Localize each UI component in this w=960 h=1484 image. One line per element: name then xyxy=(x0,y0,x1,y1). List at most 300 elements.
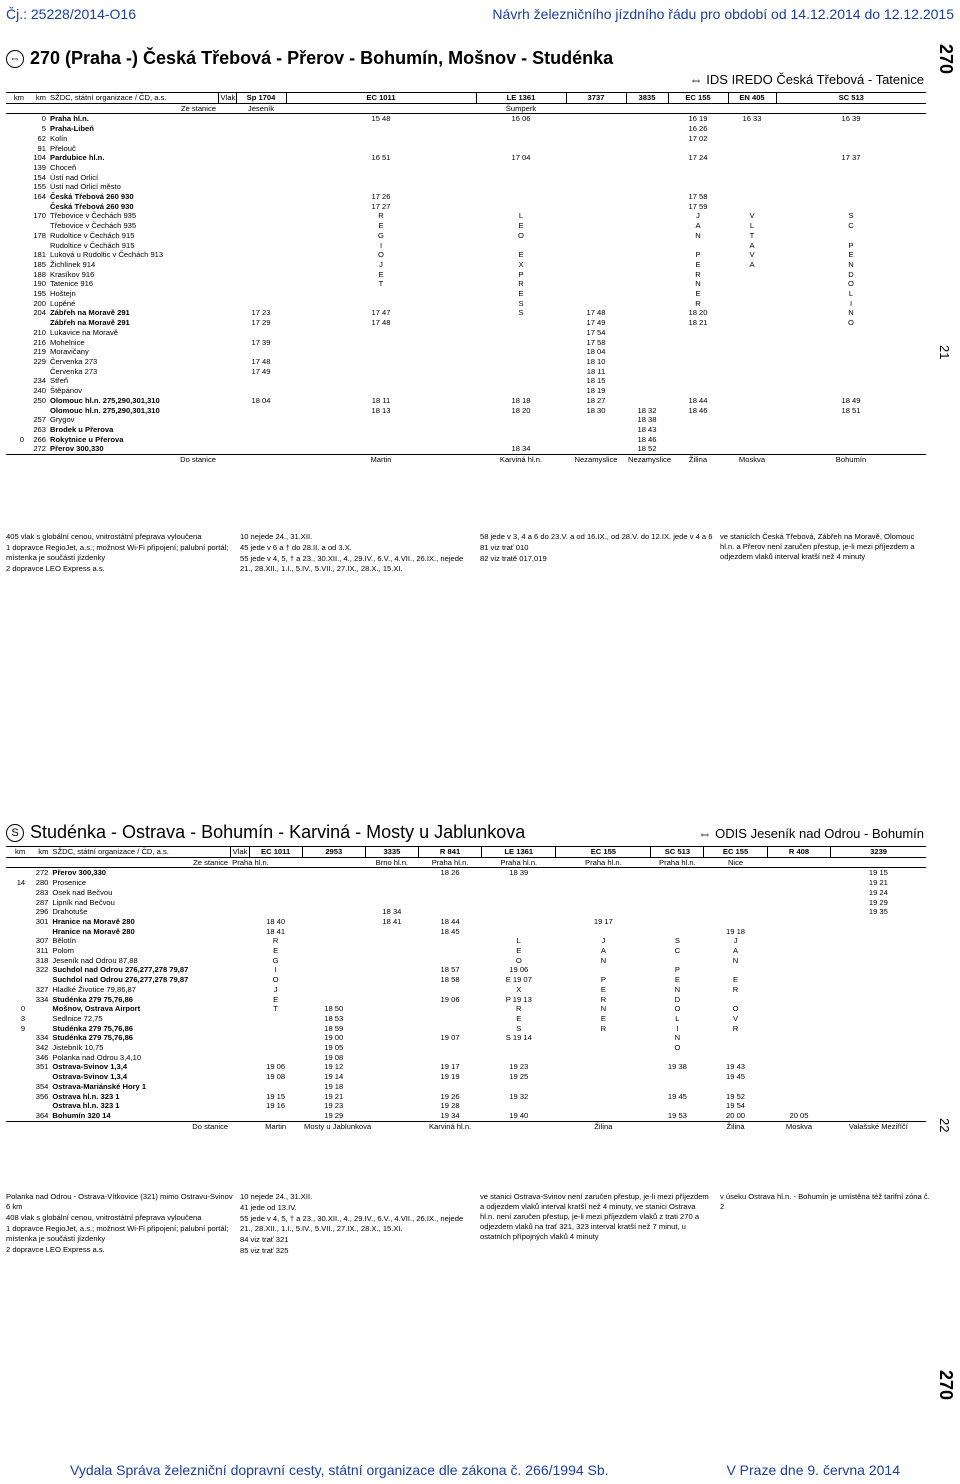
time-cell xyxy=(218,435,236,445)
time-cell xyxy=(236,124,286,134)
km-value: 5 xyxy=(41,124,46,134)
km-value xyxy=(6,182,26,192)
section2-notes-4 xyxy=(720,1192,930,1213)
time-cell xyxy=(556,1033,651,1043)
time-cell: 18 41 xyxy=(382,916,402,926)
time-cell xyxy=(236,435,286,445)
time-cell xyxy=(230,1033,249,1043)
time-cell xyxy=(626,114,668,124)
time-cell: 16 26 xyxy=(688,124,708,134)
time-cell xyxy=(218,444,236,454)
time-cell: 17 48 xyxy=(586,308,606,318)
time-cell xyxy=(776,231,926,241)
km-value: 318 xyxy=(35,955,49,965)
time-cell xyxy=(728,134,776,144)
column-header: km xyxy=(6,93,26,104)
km-value: 234 xyxy=(33,376,46,386)
time-cell xyxy=(626,376,668,386)
km-value xyxy=(6,936,27,946)
time-cell: 17 23 xyxy=(251,308,271,318)
time-cell xyxy=(218,318,236,328)
time-cell xyxy=(728,163,776,173)
column-header: EC 1011 xyxy=(249,847,302,858)
footnote: Polanka nad Odrou - Ostrava-Vítkovice (321) mimo Ostravu-Svinov 6 km xyxy=(6,1192,233,1211)
timetable-row xyxy=(6,425,926,435)
time-cell xyxy=(218,289,236,299)
time-cell xyxy=(704,898,767,908)
time-cell xyxy=(728,299,776,309)
time-cell xyxy=(566,221,626,231)
timetable-row xyxy=(6,975,926,985)
time-cell: 19 21 xyxy=(868,878,888,888)
time-cell xyxy=(249,1014,302,1024)
time-cell xyxy=(831,965,926,975)
spacer-cell xyxy=(6,455,26,465)
time-cell: 18 58 xyxy=(440,975,460,985)
time-cell xyxy=(236,153,286,163)
time-cell: E xyxy=(518,250,524,260)
km-value: 229 xyxy=(33,356,46,366)
time-cell: J xyxy=(379,259,383,269)
km-value: 311 xyxy=(36,946,49,956)
time-cell xyxy=(831,917,926,927)
time-cell xyxy=(668,435,728,445)
time-cell xyxy=(476,241,566,251)
timetable-row xyxy=(6,1033,926,1043)
time-cell xyxy=(767,1092,830,1102)
time-cell xyxy=(236,406,286,416)
time-cell xyxy=(236,347,286,357)
time-cell xyxy=(476,435,566,445)
km-value xyxy=(6,444,26,454)
time-cell: E xyxy=(273,946,279,956)
time-cell xyxy=(767,995,830,1005)
section1-notes-3 xyxy=(480,532,716,565)
timetable-row xyxy=(6,1043,926,1053)
time-cell xyxy=(365,995,418,1005)
timetable-row xyxy=(6,946,926,956)
timetable-row xyxy=(6,347,926,357)
time-cell: 19 35 xyxy=(868,907,888,917)
station-name: Brodek u Přerova xyxy=(50,424,114,434)
station-name: Třebovice v Čechách 935 xyxy=(50,211,137,221)
time-cell xyxy=(482,1082,556,1092)
time-cell: 19 12 xyxy=(324,1062,344,1072)
timetable-row xyxy=(6,163,926,173)
time-cell xyxy=(230,975,249,985)
time-cell xyxy=(776,328,926,338)
time-cell xyxy=(230,946,249,956)
time-cell xyxy=(476,182,566,192)
time-cell xyxy=(831,1101,926,1111)
time-cell xyxy=(482,878,556,888)
time-cell xyxy=(651,1072,704,1082)
column-header: km xyxy=(26,93,48,104)
time-cell xyxy=(218,192,236,202)
time-cell xyxy=(286,173,476,183)
km-value xyxy=(6,211,26,221)
time-cell xyxy=(831,946,926,956)
station-name: Praha hl.n. xyxy=(48,114,218,124)
time-cell xyxy=(236,425,286,435)
time-cell xyxy=(767,1043,830,1053)
time-cell: E xyxy=(518,221,524,231)
time-cell xyxy=(626,182,668,192)
time-cell xyxy=(556,1053,651,1063)
time-cell xyxy=(218,173,236,183)
time-cell xyxy=(418,946,481,956)
km-value: 240 xyxy=(33,386,46,396)
time-cell xyxy=(236,211,286,221)
time-cell xyxy=(651,878,704,888)
time-cell xyxy=(728,192,776,202)
time-cell: I xyxy=(274,965,277,975)
time-cell: 18 30 xyxy=(586,405,606,415)
time-cell xyxy=(365,927,418,937)
time-cell: O xyxy=(674,1004,681,1014)
time-cell xyxy=(286,144,476,154)
time-cell: A xyxy=(600,946,606,956)
timetable-row xyxy=(6,202,926,212)
timetable-row xyxy=(6,308,926,318)
time-cell: S xyxy=(518,308,524,318)
km-value xyxy=(6,357,26,367)
time-cell xyxy=(236,202,286,212)
time-cell: 20 00 xyxy=(726,1110,746,1120)
time-cell: 18 20 xyxy=(688,308,708,318)
time-cell xyxy=(831,927,926,937)
time-cell xyxy=(566,270,626,280)
time-cell: 18 21 xyxy=(688,318,708,328)
time-cell xyxy=(566,182,626,192)
time-cell xyxy=(776,357,926,367)
origin-station xyxy=(626,103,668,114)
time-cell xyxy=(249,868,302,878)
section1-ids: ⇔ IDS IREDO Česká Třebová - Tatenice xyxy=(689,72,924,87)
spacer-cell xyxy=(6,1121,27,1131)
time-cell xyxy=(728,173,776,183)
km-value xyxy=(6,898,27,908)
origin-station: Jeseník xyxy=(247,103,275,113)
time-cell: R xyxy=(732,984,739,994)
timetable-row xyxy=(6,250,926,260)
time-cell xyxy=(302,888,365,898)
time-cell: L xyxy=(516,936,521,946)
time-cell xyxy=(704,907,767,917)
time-cell xyxy=(365,1053,418,1063)
time-cell xyxy=(626,144,668,154)
timetable-row xyxy=(6,907,926,917)
destination-station: Martin xyxy=(286,455,476,465)
footnote: 55 jede v 4, 5, † a 23., 30.XII., 4., 29.IV., 6.V., 4.VII., 26.IX., nejede 21., 28.XII., 1.I., 5.IV., 5.VII., 27.IX., 28.X., 15.XI. xyxy=(240,1214,464,1233)
time-cell xyxy=(767,1024,830,1034)
km-value xyxy=(6,299,26,309)
time-cell xyxy=(249,1024,302,1034)
time-cell: 19 15 xyxy=(831,868,926,878)
time-cell xyxy=(556,1082,651,1092)
time-cell xyxy=(418,1014,481,1024)
time-cell: A xyxy=(749,259,755,269)
time-cell: 19 21 xyxy=(324,1091,344,1101)
time-cell xyxy=(626,202,668,212)
time-cell: 18 11 xyxy=(371,395,391,405)
time-cell xyxy=(236,114,286,124)
time-cell xyxy=(365,1111,418,1121)
time-cell: 17 26 xyxy=(371,192,391,202)
column-header: EC 1011 xyxy=(286,93,476,104)
time-cell xyxy=(218,425,236,435)
time-cell xyxy=(218,231,236,241)
km-value: 327 xyxy=(35,984,49,994)
destination-station: Nezamyslice xyxy=(566,455,626,465)
time-cell: 19 19 xyxy=(440,1072,460,1082)
destination-station: Mosty u Jablunkova xyxy=(304,1121,372,1131)
time-cell: 17 02 xyxy=(688,133,708,143)
destination-station: Martin xyxy=(249,1121,302,1131)
time-cell xyxy=(776,415,926,425)
time-cell: 17 29 xyxy=(251,318,271,328)
station-name: Hoštejn xyxy=(50,289,76,299)
time-cell xyxy=(286,338,476,348)
time-cell xyxy=(704,888,767,898)
time-cell: 19 14 xyxy=(324,1072,344,1082)
time-cell xyxy=(286,386,476,396)
time-cell: 16 51 xyxy=(371,153,391,163)
station-name: Jistebník 10,75 xyxy=(52,1043,104,1053)
km-value xyxy=(6,308,26,318)
time-cell xyxy=(626,124,668,134)
time-cell xyxy=(668,338,728,348)
time-cell xyxy=(651,956,704,966)
timetable-row xyxy=(6,878,926,888)
km-value xyxy=(6,270,26,280)
time-cell xyxy=(236,134,286,144)
km-value xyxy=(6,1101,27,1111)
spacer-cell xyxy=(27,1121,50,1131)
time-cell xyxy=(556,868,651,878)
station-name: Luková u Rudoltic v Čechách 913 xyxy=(50,250,164,260)
timetable-row xyxy=(6,114,926,124)
time-cell xyxy=(767,1082,830,1092)
time-cell xyxy=(626,231,668,241)
time-cell xyxy=(831,1062,926,1072)
time-cell xyxy=(776,134,926,144)
timetable-row xyxy=(6,289,926,299)
timetable-row xyxy=(6,406,926,416)
time-cell: R xyxy=(516,1004,522,1014)
time-cell xyxy=(831,1004,926,1014)
km-value xyxy=(6,241,26,251)
km-value xyxy=(26,202,48,212)
timetable-row xyxy=(6,1111,926,1121)
time-cell: 19 25 xyxy=(509,1072,529,1082)
time-cell xyxy=(302,985,365,995)
km-value: 14 xyxy=(16,878,26,888)
time-cell xyxy=(286,347,476,357)
time-cell xyxy=(286,357,476,367)
station-name: Ostrava hl.n. 323 1 xyxy=(52,1101,120,1111)
time-cell xyxy=(728,124,776,134)
time-cell xyxy=(566,241,626,251)
time-cell xyxy=(230,888,249,898)
footnote: 45 jede v 6 a † do 28.II. a od 3.X. xyxy=(240,543,352,552)
time-cell xyxy=(566,425,626,435)
timetable-row xyxy=(6,995,926,1005)
timetable-row xyxy=(6,357,926,367)
time-cell xyxy=(418,1043,481,1053)
time-cell xyxy=(218,144,236,154)
station-name: Mohelnice xyxy=(50,337,85,347)
time-cell xyxy=(482,888,556,898)
footnote: 405 vlak s globální cenou, vnitrostátní přeprava vyloučena xyxy=(6,532,202,541)
timetable-row xyxy=(6,144,926,154)
km-value xyxy=(6,347,26,357)
km-value: 346 xyxy=(35,1052,49,1062)
time-cell: G xyxy=(378,230,384,240)
document-ref: Čj.: 25228/2014-O16 xyxy=(6,6,136,22)
time-cell: R xyxy=(732,1023,739,1033)
timetable-row xyxy=(6,134,926,144)
time-cell xyxy=(302,946,365,956)
origin-station xyxy=(286,103,476,114)
time-cell xyxy=(418,1004,481,1014)
km-value: 250 xyxy=(33,395,46,405)
time-cell xyxy=(230,898,249,908)
station-name: Přerov 300,330 xyxy=(50,444,104,454)
time-cell xyxy=(302,927,365,937)
station-name: Hranice na Moravě 280 xyxy=(52,916,135,926)
time-cell: 19 00 xyxy=(324,1033,344,1043)
time-cell xyxy=(230,995,249,1005)
time-cell xyxy=(767,1062,830,1072)
km-value xyxy=(6,328,26,338)
time-cell xyxy=(566,211,626,221)
time-cell xyxy=(236,444,286,454)
station-name: Ústí nad Orlicí xyxy=(50,172,99,182)
timetable-row xyxy=(6,260,926,270)
station-name: Štěpánov xyxy=(50,386,83,396)
time-cell: D xyxy=(674,994,681,1004)
km-value: 164 xyxy=(33,192,46,202)
footnote: 408 vlak s globální cenou, vnitrostátní přeprava vyloučena xyxy=(6,1213,202,1222)
time-cell xyxy=(831,975,926,985)
time-cell xyxy=(482,927,556,937)
time-cell: L xyxy=(675,1013,680,1023)
footnote: 85 viz trať 325 xyxy=(240,1246,289,1255)
time-cell: L xyxy=(848,289,854,299)
time-cell: 20 05 xyxy=(789,1110,809,1120)
time-cell: L xyxy=(749,221,755,231)
time-cell xyxy=(566,299,626,309)
time-cell xyxy=(249,1033,302,1043)
time-cell xyxy=(776,182,926,192)
time-cell: 18 34 xyxy=(382,907,402,917)
time-cell: 18 51 xyxy=(841,405,861,415)
time-cell: 18 04 xyxy=(586,347,606,357)
time-cell xyxy=(668,182,728,192)
section2-title xyxy=(6,822,525,843)
time-cell: 19 07 xyxy=(440,1033,460,1043)
time-cell: N xyxy=(848,259,854,269)
time-cell xyxy=(767,985,830,995)
timetable-row xyxy=(6,1062,926,1072)
time-cell xyxy=(776,124,926,134)
time-cell xyxy=(418,985,481,995)
time-cell xyxy=(668,425,728,435)
time-cell xyxy=(556,1072,651,1082)
time-cell: N xyxy=(600,1004,607,1014)
time-cell: 18 44 xyxy=(688,395,708,405)
time-cell xyxy=(476,376,566,386)
time-cell: D xyxy=(848,269,854,279)
time-cell xyxy=(302,898,365,908)
time-cell: R xyxy=(600,994,607,1004)
destination-station: Žilina xyxy=(704,1121,767,1131)
km-value: 334 xyxy=(35,994,49,1004)
km-value: 170 xyxy=(33,211,46,221)
time-cell: I xyxy=(676,1023,679,1033)
time-cell xyxy=(218,202,236,212)
time-cell: J xyxy=(696,211,700,221)
time-cell xyxy=(651,1101,704,1111)
section2-ids: ⇔ ODIS Jeseník nad Odrou - Bohumín xyxy=(698,826,924,841)
time-cell: R xyxy=(695,269,701,279)
time-cell xyxy=(365,975,418,985)
time-cell xyxy=(728,347,776,357)
time-cell: 19 45 xyxy=(726,1072,746,1082)
time-cell xyxy=(218,357,236,367)
time-cell: 19 18 xyxy=(726,926,746,936)
time-cell: 19 29 xyxy=(324,1110,344,1120)
time-cell xyxy=(776,386,926,396)
station-name: Ostrava-Svinov 1,3,4 xyxy=(52,1072,128,1082)
timetable-row xyxy=(6,182,926,192)
station-name: Choceň xyxy=(50,162,77,172)
km-value: 0 xyxy=(19,434,24,444)
km-value xyxy=(6,965,27,975)
timetable-row xyxy=(6,221,926,231)
time-cell xyxy=(302,936,365,946)
km-value xyxy=(6,907,27,917)
time-cell xyxy=(651,888,704,898)
km-value xyxy=(6,927,27,937)
km-value xyxy=(6,376,26,386)
time-cell xyxy=(767,917,830,927)
footnote: ve stanicích Česká Třebová, Zábřeh na Moravě, Olomouc hl.n. a Přerov není zaručen přestup, je-li mezi příjezdem a odjezdem vlaků interval kratší než 4 minuty xyxy=(720,532,915,561)
time-cell xyxy=(776,367,926,377)
time-cell: 18 38 xyxy=(637,415,657,425)
station-name: Česká Třebová 260 930 xyxy=(50,201,134,211)
time-cell xyxy=(236,231,286,241)
column-header: Sp 1704 xyxy=(236,93,286,104)
time-cell: N xyxy=(695,279,701,289)
time-cell xyxy=(566,250,626,260)
time-cell xyxy=(218,241,236,251)
time-cell xyxy=(566,289,626,299)
time-cell: P xyxy=(600,975,606,985)
time-cell xyxy=(218,338,236,348)
time-cell xyxy=(556,1043,651,1053)
page-number-1: 21 xyxy=(937,345,952,360)
time-cell xyxy=(236,376,286,386)
time-cell: R xyxy=(695,298,701,308)
time-cell: 15 48 xyxy=(286,114,476,124)
destination-station: Moskva xyxy=(767,1121,830,1131)
time-cell: X xyxy=(516,984,522,994)
time-cell xyxy=(556,888,651,898)
timetable-row xyxy=(6,1101,926,1111)
km-value: 181 xyxy=(33,250,46,260)
